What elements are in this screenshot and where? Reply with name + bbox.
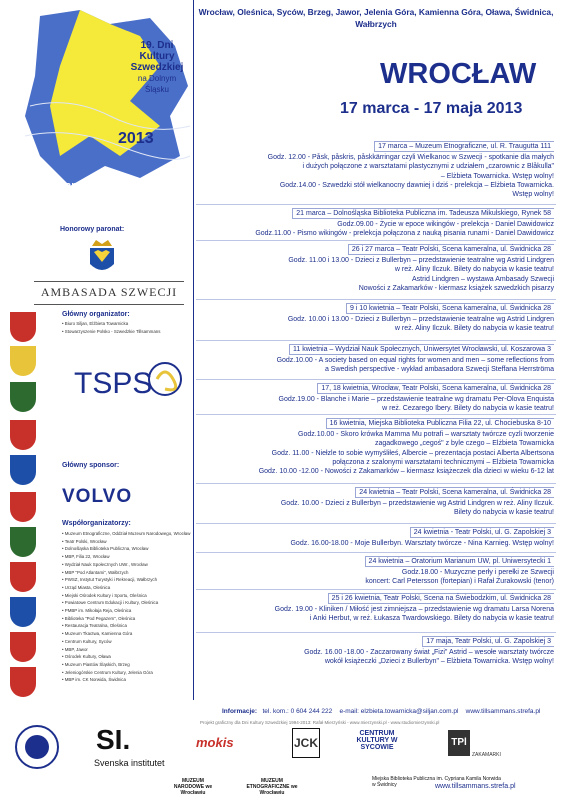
event-line: Astrid Lindgren – wystawa Ambasady Szwecji [411, 275, 554, 283]
design-credit: Projekt graficzny dla Dni Kultury Szwedzkiej 1994-2013: Rafał Mierzyński - www.mierzynski.pl - www.studiomierzynski.pl [200, 720, 440, 725]
event-header: 24 kwietnia – Teatr Polski, Scena kameralna, ul. Świdnicka 28 [355, 487, 554, 498]
crest-icon [10, 455, 36, 485]
event-header: 24 kwietnia – Oratorium Marianum UW, pl. Uniwersytecki 1 [365, 556, 554, 567]
title-line: Śląsku [144, 85, 169, 94]
event-item [200, 418, 554, 476]
svg-text:TSPS: TSPS [74, 367, 153, 400]
cities-list: Wrocław, Oleśnica, Syców, Brzeg, Jawor, Jelenia Góra, Kamienna Góra, Oława, Świdnica, Wałbrzych [198, 7, 554, 29]
event-line: połączona z szalonymi warsztatami technicznymi – Elżbieta Towarnicka [332, 458, 554, 466]
festival-year: 2013 [118, 130, 154, 147]
event-divider [196, 523, 556, 524]
info-email[interactable]: e-mail: elzbieta.towarnicka@siljan.com.pl [339, 708, 459, 715]
event-divider [196, 204, 556, 205]
event-line: Godz.14.00 - Szwedzki stół wielkanocny dawniej i dziś - prelekcja – Elżbieta Towarnicka. [279, 181, 554, 189]
event-header: 25 i 26 kwietnia, Teatr Polski, Scena na Świebodzkim, ul. Świdnicka 28 [328, 593, 554, 604]
event-header: 17 marca – Muzeum Etnograficzne, ul. R. Traugutta 111 [374, 141, 554, 152]
event-line: Godz. 11.00 i 13.00 - Dzieci z Bullerbyn – przedstawienie teatralne wg Astrid Lindgren [288, 257, 554, 265]
jck-logo: JCK [292, 728, 320, 758]
column-divider [193, 0, 194, 700]
festival-title [112, 40, 202, 95]
event-line: Nowości z Zakamarków - kiermasz książek szwedzkich pisarzy [358, 284, 554, 292]
event-line: Godz. 11.00 - Niełzle to sobie wymyśliłeś, Albercie – prezentacja postaci Alberta Albertsona [271, 449, 554, 457]
title-line: 19. Dni [140, 40, 174, 51]
crest-icon [10, 527, 36, 557]
title-line: Kultury [139, 51, 175, 62]
si-subtitle: Svenska institutet [94, 758, 165, 768]
event-line: Godz. 16.00-18.00 - Moje Bullerbyn. Warsztaty twórcze - Nina Karnieg. Wstęp wolny! [290, 540, 554, 548]
list-item: • Teatr Polski, Wrocław [62, 538, 192, 546]
crest-icon [10, 382, 36, 412]
list-item: • MBP, Jawor [62, 646, 192, 654]
event-line: Godz.19.00 - Blanche i Marie – przedstawienie teatralne wg dramatu Per-Olova Enquista [278, 396, 554, 404]
list-item: • MBP, Filia 22, Wrocław [62, 553, 192, 561]
event-divider [196, 340, 556, 341]
title-line: Szwedzkiej [130, 62, 184, 73]
event-divider [196, 483, 556, 484]
event-item [200, 593, 554, 624]
volvo-logo: VOLVO [62, 486, 133, 507]
list-item: • Restauracja Teatralna, Oleśnica [62, 622, 192, 630]
event-item [200, 244, 554, 293]
event-item [200, 383, 554, 414]
list-item: • Miejski Ośrodek Kultury i Sportu, Oleśnica [62, 592, 192, 600]
event-line: wokół książeczki „Dzieci z Bullerbyn" – Elżbieta Towarnicka. Wstęp wolny! [324, 658, 554, 666]
event-line: Godz.10.00 - Skoro krówka Mamma Mu potrafi – warsztaty twórcze cyzli tworzenie [298, 431, 554, 439]
event-line: i dużych połączone z warsztatami plastycznymi z udziałem „czarownic z Blåkulla" [302, 163, 554, 171]
event-divider [196, 379, 556, 380]
city-title: WROCŁAW [380, 58, 537, 90]
coorganizers-list [62, 530, 192, 684]
date-range: 17 marca - 17 maja 2013 [340, 100, 523, 117]
society-seal-icon [14, 724, 60, 770]
event-header: 16 kwietnia, Miejska Biblioteka Publiczna Filia 22, ul. Chociebuska 8-10 [326, 418, 554, 429]
list-item: • MBP "Pod Atlantami", Wałbrzych [62, 569, 192, 577]
festival-dates: 17 marca - 17 maja [40, 180, 138, 192]
muzeum-etno-logo: MUZEUM ETNOGRAFICZNE we Wrocławiu [246, 778, 298, 796]
organizer-title: Główny organizator: [62, 311, 130, 318]
list-item: • Jeleniogórskie Centrum Kultury, Jelenia Góra [62, 669, 192, 677]
event-line: Wstęp wolny! [512, 191, 554, 199]
event-line: Godz. 10.00 -12.00 - Nowości z Zakamarków – kiermasz książeczek dla dzieci w wieku 6-12 lat [258, 468, 554, 476]
event-line: Godz. 10.00 i 13.00 - Dzieci z Bullerbyn – przedstawienie teatralne wg Astrid Lindgren [287, 316, 554, 324]
event-line: w reż. Cezarego Ibery. Bilety do nabycia w kasie teatru! [382, 405, 554, 413]
event-line: w reż. Aliny Ilczuk. Bilety do nabycia w kasie teatru! [394, 325, 554, 333]
crest-icon [10, 420, 36, 450]
list-item: • Ośrodek Kultury, Oława [62, 653, 192, 661]
list-item: • Stowarzyszenie Polsko - Szwedzkie Tillsammans [62, 328, 192, 336]
event-line: Godz.11.00 - Pismo wikingów - prelekcja połączona z nauką pisania runami - Daniel Dawidowicz [255, 230, 554, 238]
list-item: • PMBP im. Mikołaja Reja, Oleśnica [62, 607, 192, 615]
event-line: Godz.18.00 - Muzyczne perły i perełki ze Szwecji [401, 569, 554, 577]
event-header: 21 marca – Dolnośląska Biblioteka Publiczna im. Tadeusza Mikulskiego, Rynek 58 [292, 208, 554, 219]
event-line: koncert: Carl Petersson (fortepian) i Rafał Żurakowski (tenor) [365, 578, 554, 586]
event-divider [196, 552, 556, 553]
event-item [200, 636, 554, 667]
contact-info [222, 708, 540, 715]
list-item: • Muzeum Etnograficzne, Oddział Muzeum Narodowego, Wrocław [62, 530, 192, 538]
event-line: Godz. 12.00 - Påsk, påskris, påskkärringar czyli Wielkanoc w Szwecji - spotkanie dla małych [267, 154, 554, 162]
sponsor-title: Główny sponsor: [62, 462, 120, 469]
event-header: 9 i 10 kwietnia – Teatr Polski, Scena kameralna, ul. Świdnicka 28 [346, 303, 554, 314]
list-item: • MBP im. CK Norwida, Świdnica [62, 676, 192, 684]
event-line: zagadkowego „cegoś" z byle czego – Elżbieta Towarnicka [374, 440, 554, 448]
list-item: • Muzeum Tkactwa, Kamienna Góra [62, 630, 192, 638]
list-item: • Biblioteka "Pod Pegazem", Oleśnica [62, 615, 192, 623]
event-divider [196, 299, 556, 300]
muzeum-narodowe-logo: MUZEUM NARODOWE we Wrocławiu [173, 778, 213, 796]
sweden-coat-of-arms-icon [82, 238, 122, 278]
list-item: • PWSZ, Instytut Turystyki i Rekreacji, Wałbrzych [62, 576, 192, 584]
event-header: 17, 18 kwietnia, Wrocław, Teatr Polski, Scena kameralna, ul. Świdnicka 28 [317, 383, 554, 394]
ck-sycow-logo: CENTRUM KULTURY W SYCOWIE [356, 730, 398, 751]
event-item [200, 141, 554, 199]
event-header: 17 maja, Teatr Polski, ul. G. Zapolskiej 3 [422, 636, 554, 647]
mbp-swidnica-logo: Miejska Biblioteka Publiczna im. Cypriana Kamila Norwida w Świdnicy [372, 776, 501, 788]
crest-icon [10, 597, 36, 627]
event-item [200, 556, 554, 587]
event-header: 24 kwietnia - Teatr Polski, ul. G. Zapolskiej 3 [410, 527, 554, 538]
ambasada-logo: AMBASADA SZWECJI [34, 281, 184, 305]
list-item: • Centrum Kultury, Syców [62, 638, 192, 646]
tpl-logo: TPl [448, 730, 470, 756]
list-item: • Biuro Siljan, Elżbieta Towarnicka [62, 320, 192, 328]
event-divider [196, 240, 556, 241]
list-item: • Muzeum Piastów Śląskich, Brzeg [62, 661, 192, 669]
event-line: Godz.10.00 - A society based on equal rights for women and men – some reflections from [276, 357, 554, 365]
organizer-list [62, 320, 192, 335]
crest-icon [10, 632, 36, 662]
festival-map [10, 6, 195, 198]
event-line: Bilety do nabycia w kasie teatru! [454, 509, 554, 517]
honor-title: Honorowy paronat: [60, 226, 125, 233]
zakamarki-logo: ZAKAMARKI [472, 752, 501, 758]
event-line: i Anki Herbut, w reż. Łukasza Twardowskiego. Bilety do nabycia w kasie teatru! [309, 615, 554, 623]
event-item [200, 208, 554, 239]
event-item [200, 487, 554, 518]
info-web[interactable]: www.tillsammans.strefa.pl [465, 708, 541, 715]
event-line: Godz. 10.00 - Dzieci z Bullerbyn – przedstawienie wg Astrid Lindgren w reż. Aliny Ilczuk. [280, 500, 554, 508]
event-divider [196, 414, 556, 415]
info-label: Informacje: [222, 708, 258, 715]
title-line: na Dolnym [137, 74, 177, 83]
list-item: • Urząd Miasta, Oleśnica [62, 584, 192, 592]
event-divider [196, 632, 556, 633]
list-item: • Powiatowe Centrum Edukacji i Kultury, Oleśnica [62, 599, 192, 607]
event-line: Godz. 16.00 -18.00 - Zaczarowany świat „Fizi" Astrid – wesołe warsztaty twórcze [304, 649, 554, 657]
website-link[interactable]: www.tillsammans.strefa.pl [435, 783, 516, 790]
crest-icon [10, 562, 36, 592]
info-tel: tel. kom.: 0 604 244 222 [262, 708, 333, 715]
crest-icon [10, 492, 36, 522]
mokis-logo: mokis [196, 735, 234, 750]
event-header: 26 i 27 marca – Teatr Polski, Scena kameralna, ul. Świdnicka 28 [348, 244, 554, 255]
event-line: Godz. 19.00 - Kliniken / Miłość jest zimniejsza – przedstawienie wg dramatu Larsa Norena [274, 606, 554, 614]
crest-icon [10, 312, 36, 342]
crest-icon [10, 667, 36, 697]
event-line: w reż. Aliny Ilczuk. Bilety do nabycia w kasie teatru! [394, 266, 554, 274]
tillsammans-logo [70, 355, 190, 405]
coorganizers-title: Współorganizatorzy: [62, 520, 131, 527]
list-item: • Wydział Nauk Społecznych UWr., Wrocław [62, 561, 192, 569]
event-line: Godz.09.00 - Życie w epoce wikingów - prelekcja - Daniel Dawidowicz [337, 221, 554, 229]
event-line: a Swedish perspective - wykład ambasadora Szwecji Steffana Herrströma [324, 366, 554, 374]
event-header: 11 kwietnia – Wydział Nauk Społecznych, Uniwersytet Wrocławski, ul. Koszarowa 3 [289, 344, 554, 355]
event-line: – Elżbieta Towarnicka. Wstęp wolny! [440, 172, 554, 180]
event-divider [196, 589, 556, 590]
event-item [200, 527, 554, 548]
si-logo: SI. [96, 724, 131, 755]
list-item: • Dolnośląska Biblioteka Publiczna, Wrocław [62, 545, 192, 553]
event-item [200, 303, 554, 334]
crest-icon [10, 346, 36, 376]
event-item [200, 344, 554, 375]
